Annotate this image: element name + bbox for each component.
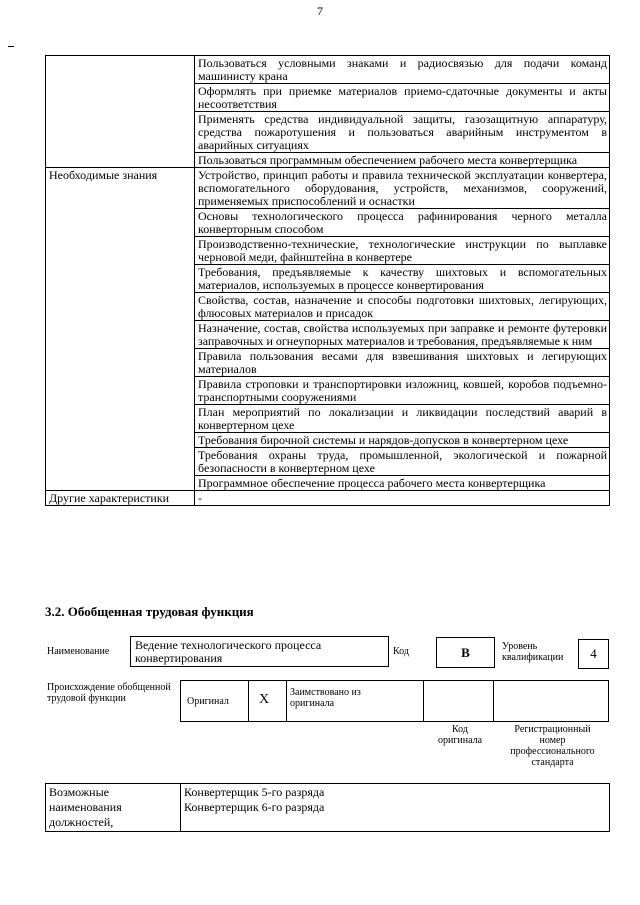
origin-label: Происхождение обобщенной трудовой функции: [47, 682, 171, 704]
job-title: Конвертерщик 6-го разряда: [184, 800, 325, 814]
knowledge-label: Необходимые знания: [46, 168, 195, 491]
knowledge-item: Требования бирочной системы и нарядов-допусков в конвертерном цехе: [195, 433, 610, 448]
skill-item: Пользоваться условными знаками и радиосвязью для подачи команд машинисту крана: [195, 56, 610, 84]
job-titles-label: Возможные наименования должностей,: [46, 784, 181, 832]
page-number: 7: [317, 4, 323, 18]
original-mark-cell: [248, 681, 287, 721]
knowledge-item: Правила строповки и транспортировки изложниц, ковшей, коробов подъемно-транспортными сооружениями: [195, 377, 610, 405]
knowledge-item: Программное обеспечение процесса рабочего места конвертерщика: [195, 476, 610, 491]
knowledge-item: Правила пользования весами для взвешивания шихтовых и легирующих материалов: [195, 349, 610, 377]
reg-number-label: Регистрационный номер профессионального стандарта: [510, 724, 595, 768]
origin-table: [180, 680, 609, 722]
borrowed-cell: [286, 681, 424, 721]
qualification-level-box: 4: [578, 639, 609, 669]
table-row: [46, 168, 610, 209]
table-row: [46, 56, 610, 84]
table-row: [46, 784, 610, 832]
job-title: Конвертерщик 5-го разряда: [184, 785, 325, 799]
name-label: Наименование: [47, 646, 110, 657]
table-row: [46, 491, 610, 506]
skills-knowledge-table: [45, 55, 610, 506]
other-characteristics-value: -: [195, 491, 610, 506]
function-name-box: Ведение технологического процесса конвертирования: [130, 636, 389, 667]
qualification-level-label: Уровень квалификации: [502, 641, 564, 663]
skill-item: Оформлять при приемке материалов приемо-сдаточные документы и акты несоответствия: [195, 84, 610, 112]
code-value-box: B: [436, 637, 495, 668]
original-cell: [181, 681, 249, 721]
skill-item: Применять средства индивидуальной защиты, газозащитную аппаратуру, средства пожаротушения и пользоваться аварийным инструментом в аварийных ситуациях: [195, 112, 610, 153]
reg-number-cell: [493, 681, 608, 721]
other-characteristics-label: Другие характеристики: [46, 491, 195, 506]
skill-item: Пользоваться программным обеспечением рабочего места конвертерщика: [195, 153, 610, 168]
origin-code-cell: [423, 681, 494, 721]
knowledge-item: Основы технологического процесса рафинирования черного металла конверторным способом: [195, 209, 610, 237]
margin-tick: [8, 46, 14, 47]
knowledge-item: Производственно-технические, технологические инструкции по выплавке черновой меди, файнштейна в конвертере: [195, 237, 610, 265]
original-label: Оригинал: [187, 696, 229, 707]
code-label: Код: [393, 646, 409, 657]
knowledge-item: План мероприятий по локализации и ликвидации последствий аварий в конвертерном цехе: [195, 405, 610, 433]
knowledge-item: Требования, предъявляемые к качеству шихтовых и вспомогательных материалов, используемых в процессе конвертирования: [195, 265, 610, 293]
knowledge-item: Устройство, принцип работы и правила технической эксплуатации конвертера, вспомогательного оборудования, устройств, механизмов, сооружений, применяемых приспособлений и оснастки: [195, 168, 610, 209]
knowledge-item: Свойства, состав, назначение и способы подготовки шихтовых, легирующих, флюсовых материалов и присадок: [195, 293, 610, 321]
origin-code-label: Код оригинала: [437, 724, 483, 746]
section-title: 3.2. Обобщенная трудовая функция: [45, 604, 254, 619]
original-mark: X: [259, 692, 270, 707]
skills-label-cell: [46, 56, 195, 168]
knowledge-item: Требования охраны труда, промышленной, экологической и пожарной безопасности в конвертерном цехе: [195, 448, 610, 476]
knowledge-item: Назначение, состав, свойства используемых при заправке и ремонте футеровки заправочных и огнеупорных материалов и требования, предъявляемые к ним: [195, 321, 610, 349]
job-titles-table: [45, 783, 610, 832]
borrowed-label: Заимствовано из оригинала: [290, 687, 361, 709]
job-titles-cell: [181, 784, 610, 832]
